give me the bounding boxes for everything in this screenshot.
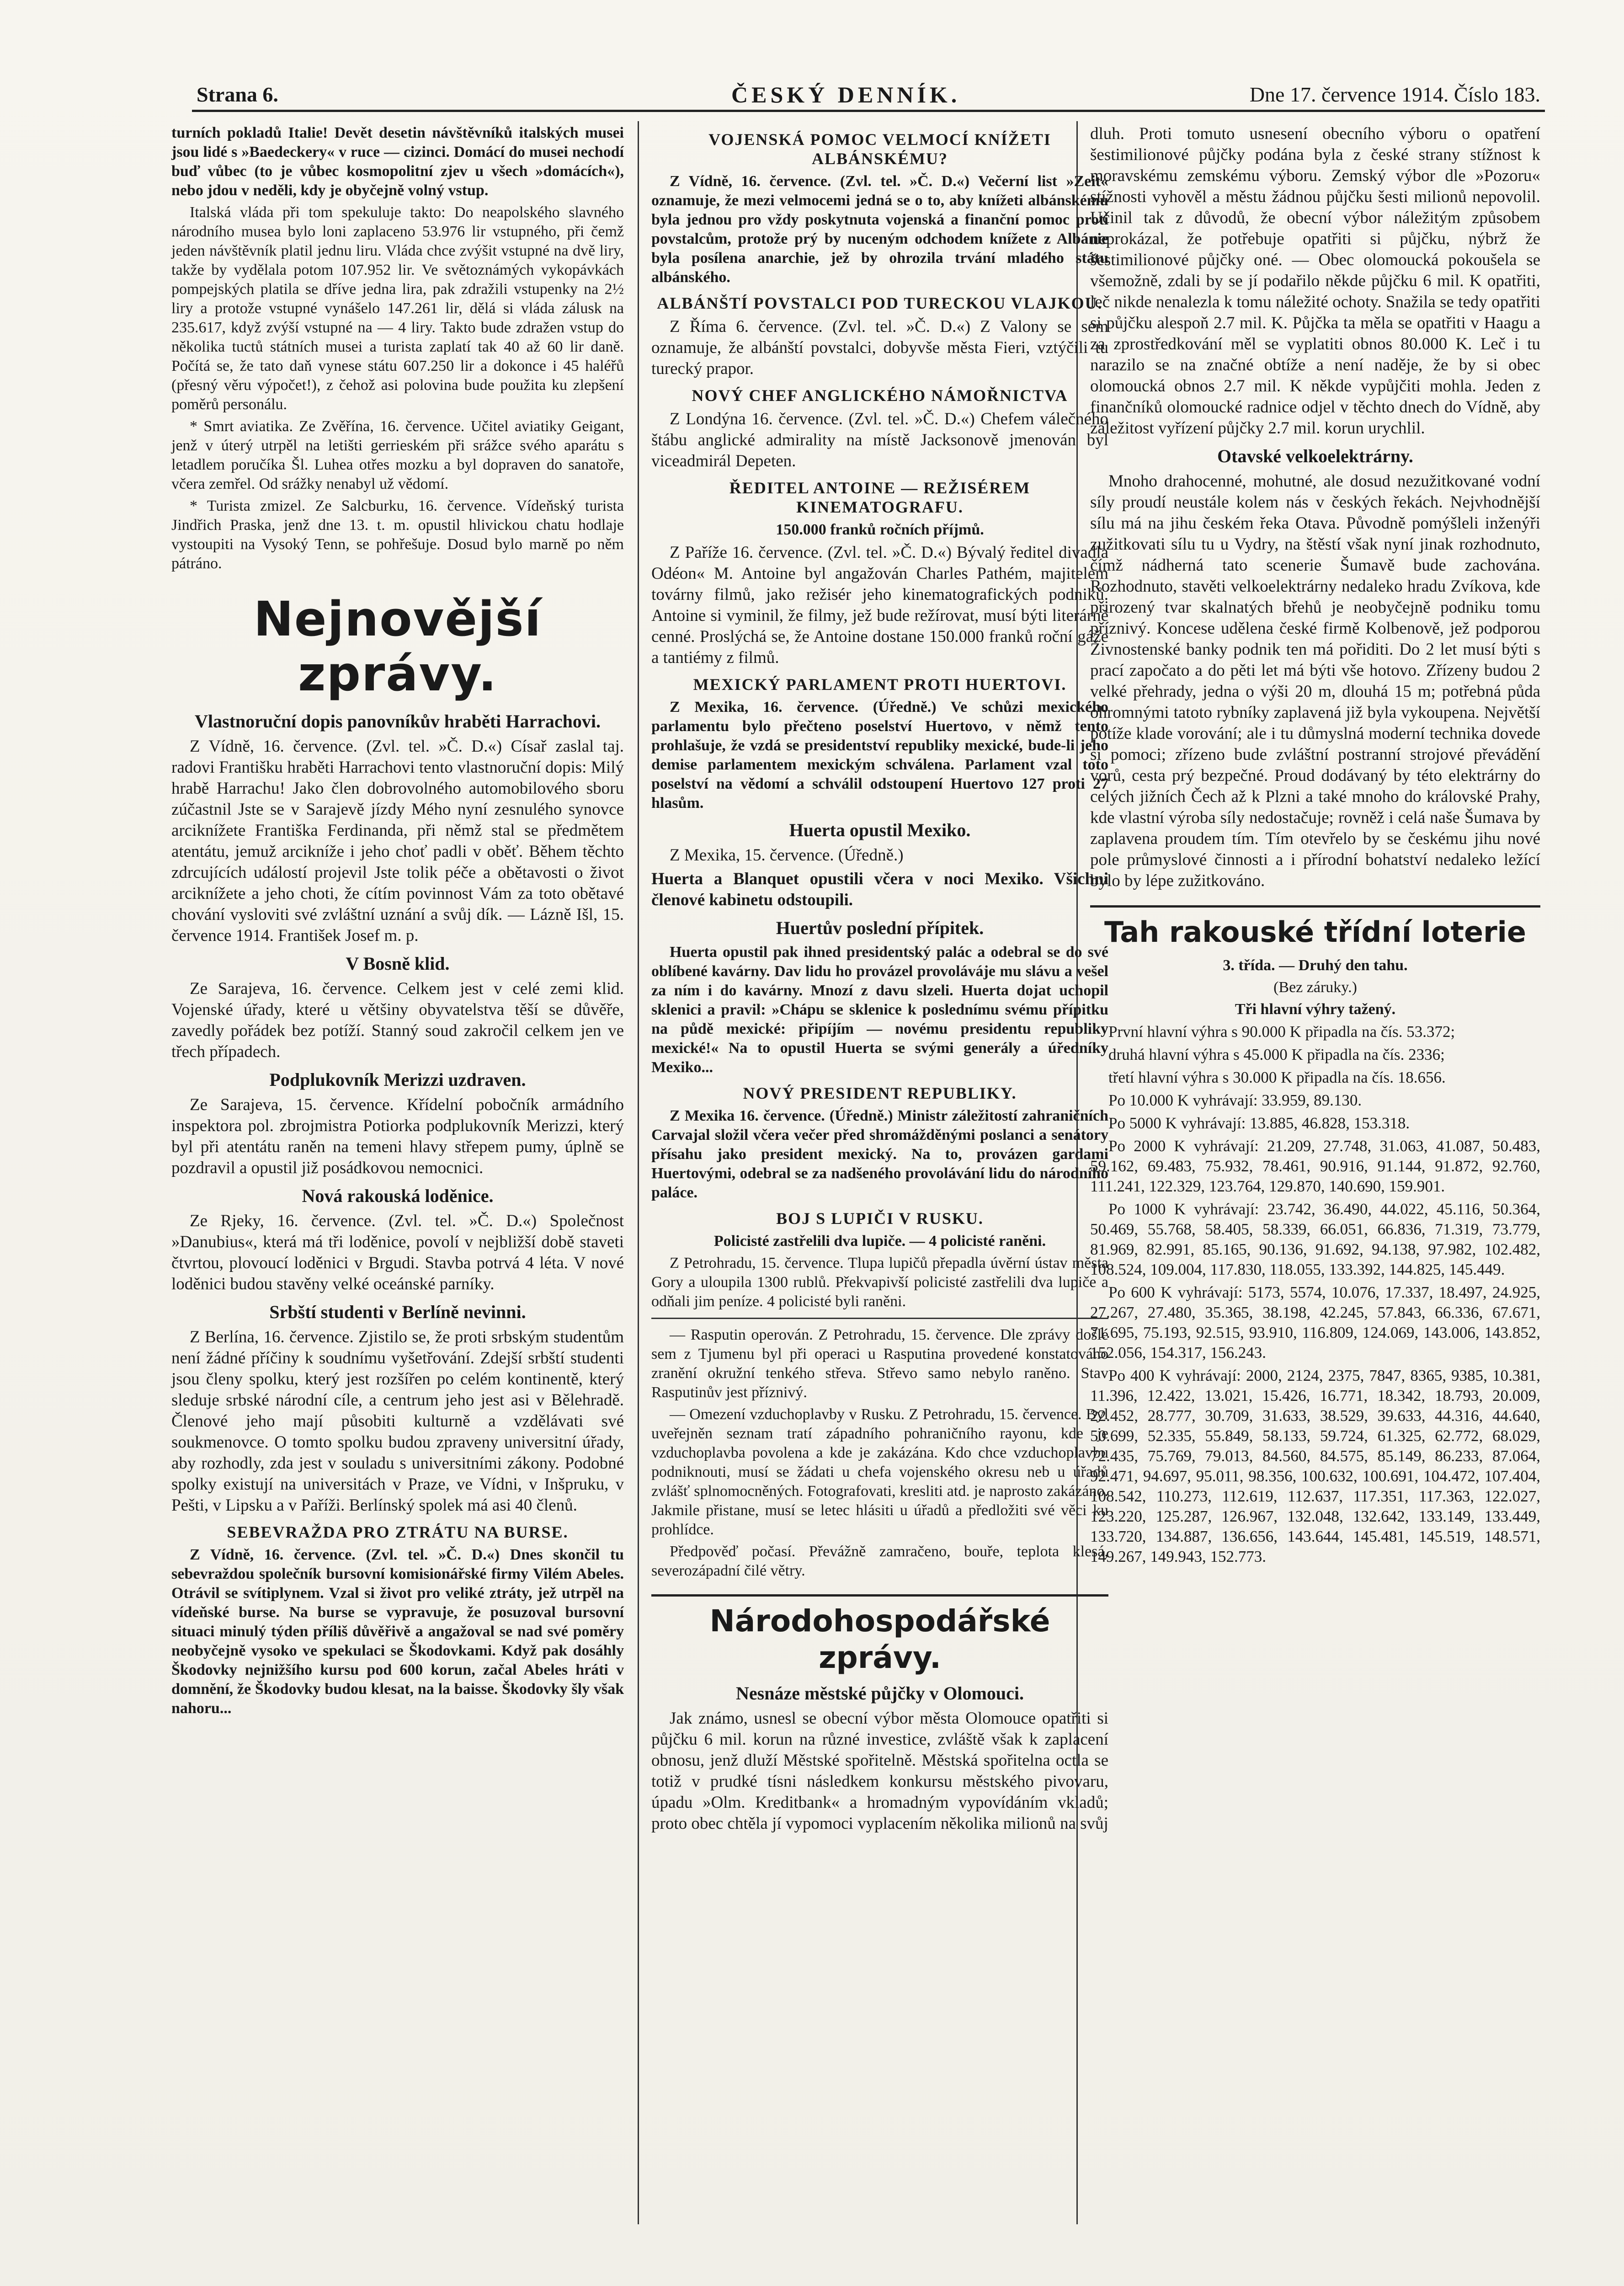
lottery-winners: Po 1000 K vyhrávají: 23.742, 36.490, 44.022, 45.116, 50.364, 50.469, 55.768, 58.405, 58.339, 66.051, 66.836, 71.319, 73.779, 81.969, 82.991, 85.165, 90.136, 91.692, 94.138, 97.982, 102.482, 108.524, 109.004, 117.830, 118.055, 133.392, 144.825, 145.449. — [1090, 1200, 1540, 1278]
article-text: — Rasputin operován. Z Petrohradu, 15. července. Dle zprávy došlé sem z Tjumenu byl při operaci u Rasputina provedené konstatováno zranění okružní tenkého střeva. Střevo samo nebylo raněno. Stav Rasputinův jest příznivý. — [651, 1326, 1108, 1401]
article-subheadline: Policisté zastřelili dva lupiče. — 4 policisté raněni. — [713, 1233, 1046, 1250]
lottery-subheading: (Bez záruky.) — [1273, 979, 1357, 996]
column-3 — [1090, 123, 1540, 1570]
article-headline: SEBEVRAŽDA PRO ZTRÁTU NA BURSE. — [227, 1523, 569, 1541]
article-text: Ze Rjeky, 16. července. (Zvl. tel. »Č. D.«) Společnost »Danubius«, která má tři loděnice, povolí v nejbližší době staveti čtvrtou, plovoucí loděnici v Brgudi. Stavba potrvá 4 léta. V nové loděnici budou stavěny velké oceánské parníky. — [171, 1212, 624, 1293]
page-number: Strana 6. — [197, 83, 278, 106]
article-text: Mnoho drahocenné, mohutné, ale dosud nezužitkované vodní síly proudí neustále kolem nás v českých řekách. Nejvhodnější sílu má na jihu českém řeka Otava. Původně pomýšleli inženýři zužitkovati sílu tu u Vydry, na štěstí však nyní jinak rozhodnuto, čímž nádherná tato scenerie Šumavě bude zachována. Rozhodnuto, stavěti velkoelektrárny nedaleko hradu Zvíkova, kde přirozený tvar skalnatých břehů je neobyčejně podniku tomu příznivý. Koncese udělena české firmě Kolbenově, jež podporou Živnostenské banky podnik ten má pořiditi. Do 2 let musí býti s prací započato a do pěti let má býti vše hotovo. Zřízeny budou 2 velké přehrady, jedna o výši 20 m, dlouhá 15 m; potřebná půda ohromnými tatoto rybníky zaplavená již byla vykoupena. Největší potíže klade vorování; ale i tu důmyslná moderní technika dovede si pomoci; zřízeno bude zvláštní postranní strojové převádění vorů, cesta prý bezpečné. Proud dodávaný by této elektrárny do celých jižních Čech až k Plzni a také mnoho do královské Prahy, kde vlastní výroba síly nedostačuje; rovněž i celá naše Šumava by zaplavena proudem tím. Tím otevřelo by se českému jihu nové pole průmyslové činnosti a i přírodní bohatství nedaleko ležící bylo by lépe zužitkováno. — [1090, 472, 1540, 890]
lottery-prize: druhá hlavní výhra s 45.000 K připadla na čís. 2336; — [1108, 1046, 1445, 1063]
article-headline: ŘEDITEL ANTOINE — REŽISÉREM KINEMATOGRAFU. — [729, 479, 1031, 516]
lottery-winners: Po 600 K vyhrávají: 5173, 5574, 10.076, 17.337, 18.497, 24.925, 27.267, 27.480, 35.365, 38.198, 42.245, 57.843, 66.336, 67.671, 71.695, 75.193, 92.515, 93.910, 116.809, 124.069, 143.006, 143.852, 152.056, 154.317, 156.243. — [1090, 1283, 1540, 1362]
column-2 — [651, 123, 1108, 1837]
section-heading: Nejnovější zprávy. — [253, 591, 542, 702]
article-text: Huerta a Blanquet opustili včera v noci Mexiko. Všichni členové kabinetu odstoupili. — [651, 870, 1108, 909]
article-headline: Otavské velkoelektrárny. — [1217, 446, 1413, 466]
article-text: Z Vídně, 16. července. (Zvl. tel. »Č. D.«) Dnes skončil tu sebevraždou společník bursovní komisionářské firmy Vilém Abeles. Otrávil se svítiplynem. Vzal si život pro veliké ztráty, jež utrpěl na vídeňské burse. Na burse se vypravuje, že posuzoval bursovní situaci minulý týden příliš důvěřivě a angažoval se nad své poměry neobyčejně vysoko ve spekulaci se Škodovkami. Když pak dosáhly Škodovky nejnižšího kursu pod 600 korun, začal Abeles hráti v domnění, že Škodovky budou klesat, na la baisse. Škodovky šly však nahoru... — [171, 1546, 624, 1717]
article-text: Italská vláda při tom spekuluje takto: Do neapolského slavného národního musea bylo loni zaplaceno 53.976 lir vstupného, při čemž jeden návštěvník platil jednu liru. Vláda chce zvýšit vstupné na dvě liry, takže by vydělala potom 107.952 lir. Ve světoznámých vykopávkách pompejských platila se dříve jedna lira, pak zdražili vstupenky na 2½ liry a protože vstupné vynášelo 147.261 lir, dělá si vláda zálusk na 235.617, když zvýší vstupné na — 4 liry. Takto bude zdražen vstup do několika tuctů státních musei a turista zaplatí tak 40 až 60 lir daně. Počítá se, že tato daň vynese státu 607.250 lir a dokonce i 45 haléřů (přesný věru výpočet!), z čehož asi polovina bude použita ku zlepšení poměrů personálu. — [171, 204, 624, 413]
article-headline: Nová rakouská loděnice. — [302, 1186, 494, 1206]
article-text: Z Mexika 16. července. (Úředně.) Ministr záležitostí zahraničních Carvajal složil včera večer před shromážděnými poslanci a senátory přísahu jako president mexický. Na to, provázen gardami Huertovými, odebral se za nadšeného provolávání lidu do národního paláce. — [651, 1107, 1108, 1201]
divider — [651, 1318, 1108, 1319]
article-text: — Omezení vzduchoplavby v Rusku. Z Petrohradu, 15. července. Byl uveřejněn seznam tratí západního pohraničního rayonu, kde je vzduchoplavba povolena a kde je zakázána. Kdo chce vzduchoplavbu podniknouti, musí se žádati u chefa vojenského okresu neb u úřadů zvlášť splnomocněných. Fotografovati, kresliti atd. je naprosto zakázáno. Jakmile přistane, musí se letec hlásiti u úřadů a předložiti své věci ku prohlídce. — [651, 1406, 1108, 1538]
article-text: Huerta opustil pak ihned presidentský palác a odebral se do své oblíbené kavárny. Dav lidu ho provázel provoláváje mu slávu a vešel za ním i do kavárny. Mnozí z davu slzeli. Huerta dojat uchopil sklenici a pravil: »Chápu se sklenice k poslednímu svému přípitku na půdě mexické: připíjím — novému presidentu republiky mexické!« Na to opustil Huerta se svými generály a úředníky Mexiko... — [651, 944, 1108, 1076]
article-text: * Smrt aviatika. Ze Zvěřína, 16. července. Učitel aviatiky Geigant, jenž v úterý utrpěl na letišti gerrieském při srážce svého aparátu s letadlem poručíka Šl. Luhea otřes mozku a byl dopraven do sanatoře, včera zemřel. Od srážky nenabyl už vědomí. — [171, 418, 624, 492]
lottery-subheading: Tři hlavní výhry tažený. — [1235, 1001, 1396, 1018]
lottery-subheading: 3. třída. — Druhý den tahu. — [1223, 957, 1408, 974]
article-headline: Huertův poslední přípitek. — [776, 918, 984, 938]
article-text: dluh. Proti tomuto usnesení obecního výboru o opatření šestimilionové půjčky podána byla z české strany stížnost k moravskému zemskému výboru. Zemský výbor dle »Pozoru« stížnosti vyhověl a městu žádnou půjčku šesti milionů nepovolil. Učinil tak z důvodů, že obecní výbor náležitým způsobem neprokázal, že potřebuje opatřiti si půjčku, nýbrž že šestimilionové půjčky oné. — Obec olomoucká pokoušela se všemožně, zdali by se jí podařilo někde půjčku 6 mil. K opatřiti, leč nikde nenalezla k tomu náležité ochoty. Snažila se tedy opatřiti si půjčku alespoň 2.7 mil. K. Půjčka ta měla se opatřiti v Haagu a za zprostředkování měl se vyplatiti obnos 80.000 K. Leč i tu narazilo se na značné obtíže a není naděje, že by si obec olomoucká obnos 2.7 mil. K někde vypůjčiti mohla. Jeden z finančníků olomoucké radnice odjel v těchto dnech do Vídně, aby záležitost vyřízení půjčky 2.7 mil. korun urychlil. — [1090, 124, 1540, 438]
lottery-winners: Po 5000 K vyhrávají: 13.885, 46.828, 153.318. — [1108, 1114, 1410, 1132]
article-headline: NOVÝ CHEF ANGLICKÉHO NÁMOŘNICTVA — [692, 386, 1068, 405]
date-issue: Dne 17. července 1914. Číslo 183. — [1249, 83, 1540, 106]
article-text: Z Paříže 16. července. (Zvl. tel. »Č. D.«) Bývalý ředitel divadla Odéon« M. Antoine byl angažován Charles Pathém, majitelem továrny filmů, jako režisér jeho kinematografických podniků. Antoine si vyminil, že filmy, jež bude režírovat, musí býti literárně cenné. Proslýchá se, že Antoine dostane 150.000 franků roční gáže a tantiémy z filmů. — [651, 543, 1108, 667]
article-headline: Huerta opustil Mexiko. — [789, 820, 971, 840]
column-rule — [638, 121, 639, 2224]
article-text: Z Mexika, 16. července. (Úředně.) Ve schůzi mexického parlamentu bylo přečteno poselství Huertovo, v němž tento prohlašuje, že vzdá se presidentství republiky mexické, bude-li jeho demise parlamentem mexickým schválena. Parlament vzal toto poselství na vědomí a schválil odstoupení Huertovo 127 proti 27 hlasům. — [651, 699, 1108, 812]
article-text: Jak známo, usnesl se obecní výbor města Olomouce opatřiti si půjčku 6 mil. korun na různé investice, zvláště však k zaplacení obnosu, jenž dluží Městské spořitelně. Městská spořitelna octla se totiž v prudké tísni následkem konkursu městského pivovaru, úpadu »Olm. Kreditbank« a hromadným vypovídáním vkladů; proto obec chtěla jí vypomoci vyplacením několika milionů na svůj — [651, 1709, 1108, 1833]
article-text: Z Říma 6. července. (Zvl. tel. »Č. D.«) Z Valony se sem oznamuje, že albánští povstalci, dobyvše města Fieri, vztýčili tu turecký prapor. — [651, 317, 1108, 378]
article-text: Ze Sarajeva, 15. července. Křídelní pobočník armádního inspektora pol. zbrojmistra Potiorka podplukovník Merizzi, který byl při atentátu raněn na temeni hlavy střepem pumy, úplně se pozdravil a opustil již posádkovou nemocnici. — [171, 1095, 624, 1177]
newspaper-title: ČESKÝ DENNÍK. — [731, 82, 961, 107]
article-text: Z Vídně, 16. července. (Zvl. tel. »Č. D.«) Večerní list »Zeit« oznamuje, že mezi velmocemi jedná se o to, aby knížeti albánskému byla jednou pro vždy poskytnuta vojenská a finanční pomoc proti povstalcům, protože prý by nuceným odchodem knížete z Albánie byla posílena anarchie, jež by ohrozila trvání mladého státu albánského. — [651, 173, 1108, 286]
lottery-winners: Po 2000 K vyhrávají: 21.209, 27.748, 31.063, 41.087, 50.483, 59.162, 69.483, 75.932, 78.461, 90.916, 91.144, 91.872, 92.760, 111.241, 122.329, 123.764, 129.870, 140.690, 159.901. — [1090, 1137, 1540, 1195]
article-text: Z Londýna 16. července. (Zvl. tel. »Č. D.«) Chefem válečného štábu anglické admirality na místě Jacksonově jmenován byl viceadmirál Depeten. — [651, 410, 1108, 470]
article-headline: BOJ S LUPIČI V RUSKU. — [776, 1209, 984, 1228]
article-text: Z Vídně, 16. července. (Zvl. tel. »Č. D.«) Císař zaslal taj. radovi Františku hraběti Harrachovi tento vlastnoruční dopis: Milý hrabě Harrachu! Jako člen dobrovolného automobilového sboru zúčastnil Jste se v Sarajevě jízdy Mého nyní zesnulého synovce arciknížete Františka Ferdinanda, při němž stal se předmětem atentátu, jemuž arcikníže i jeho choť padli v oběť. Během těchto zdrcujících událostí projevil Jste tolik péče a obětavosti o život arciknížete a jeho choti, že cítím povinnost Vám za toto obětavé chování vysloviti své zvláštní uznání a svůj dík. — Lázně Išl, 15. července 1914. František Josef m. p. — [171, 737, 624, 945]
article-headline: Srbští studenti v Berlíně nevinni. — [269, 1302, 526, 1322]
section-heading: Tah rakouské třídní loterie — [1090, 905, 1540, 951]
article-headline: V Bosně klid. — [346, 953, 450, 974]
article-headline: NOVÝ PRESIDENT REPUBLIKY. — [743, 1084, 1017, 1102]
masthead — [192, 78, 1545, 112]
lottery-winners: Po 10.000 K vyhrávají: 33.959, 89.130. — [1108, 1091, 1362, 1109]
article-headline: VOJENSKÁ POMOC VELMOCÍ KNÍŽETI ALBÁNSKÉMU? — [708, 130, 1051, 168]
article-text: turních pokladů Italie! Devět desetin návštěvníků italských musei jsou lidé s »Baedeckery« v ruce — cizinci. Domácí do musei nechodí buď vůbec (to je vůbec kosmopolitní zjev u všech »domácích«), nebo jdou v neděli, kdy je obyčejně volný vstup. — [171, 124, 624, 199]
article-text: Z Mexika, 15. července. (Úředně.) — [670, 846, 904, 865]
lottery-winners: Po 400 K vyhrávají: 2000, 2124, 2375, 7847, 8365, 9385, 10.381, 11.396, 12.422, 13.021, 15.426, 16.771, 18.342, 18.793, 20.009, 22.452, 28.777, 30.709, 31.633, 38.529, 39.633, 44.316, 44.640, 50.699, 52.335, 55.849, 58.133, 59.724, 61.325, 62.772, 68.029, 72.435, 75.769, 79.013, 84.560, 84.575, 85.149, 86.233, 87.064, 92.471, 94.697, 95.011, 98.356, 100.632, 100.691, 104.472, 107.404, 108.542, 110.273, 112.619, 112.637, 117.351, 117.363, 122.027, 123.220, 125.287, 126.967, 132.048, 132.642, 133.149, 133.449, 133.720, 134.887, 136.656, 143.644, 145.481, 145.519, 148.571, 149.267, 149.943, 152.773. — [1090, 1367, 1540, 1565]
article-text: Ze Sarajeva, 16. července. Celkem jest v celé zemi klid. Vojenské úřady, které u většiny obyvatelstva těší se důvěře, zavedly pořádek bez potíží. Stanný soud zakročil celkem jen ve třech případech. — [171, 979, 624, 1061]
lottery-prize: třetí hlavní výhra s 30.000 K připadla na čís. 18.656. — [1108, 1068, 1446, 1086]
article-headline: Vlastnoruční dopis panovníkův hraběti Harrachovi. — [195, 711, 601, 732]
article-headline: Podplukovník Merizzi uzdraven. — [269, 1069, 526, 1090]
article-text: * Turista zmizel. Ze Salcburku, 16. července. Vídeňský turista Jindřich Praska, jenž dne 13. t. m. opustil hlivickou chatu hodlaje vystoupiti na Vysoký Tenn, se pohřešuje. Dosud bylo marně po něm pátráno. — [171, 497, 624, 572]
column-1 — [171, 123, 624, 1721]
lottery-prize: První hlavní výhra s 90.000 K připadla na čís. 53.372; — [1108, 1023, 1455, 1041]
section-heading: Národohospodářské zprávy. — [651, 1594, 1108, 1676]
article-text: Z Berlína, 16. července. Zjistilo se, že proti srbským studentům není žádné příčiny k soudnímu vyšetřování. Zdejší srbští studenti jsou členy spolku, který jest rozšířen po celém kontinentě, který sleduje srbské národní cíle, a centrum jeho jest asi v Bělehradě. Členové jeho mají působiti kulturně a vzdělávati své soukmenovce. O tomto spolku budou zpraveny universitní úřady, aby rozhodly, zda jest v souladu s universitními zákony. Podobné spolky existují na universitách v Praze, ve Vídni, v Inšpruku, v Pešti, v Lipsku a v Paříži. Berlínský spolek má asi 40 členů. — [171, 1328, 624, 1515]
article-headline: MEXICKÝ PARLAMENT PROTI HUERTOVI. — [693, 675, 1067, 694]
article-headline: ALBÁNŠTÍ POVSTALCI POD TURECKOU VLAJKOU. — [657, 294, 1103, 312]
article-text: Předpověď počasí. Převážně zamračeno, bouře, teplota klesá, severozápadní čilé větry. — [651, 1543, 1108, 1579]
article-text: Z Petrohradu, 15. července. Tlupa lupičů přepadla úvěrní ústav města Gory a uloupila 1300 rublů. Překvapivší policisté zastřelili dva lupiče a odňali jim peníze. 4 policisté byli raněni. — [651, 1255, 1108, 1310]
article-headline: Nesnáze městské půjčky v Olomouci. — [736, 1683, 1024, 1704]
article-subheadline: 150.000 franků ročních příjmů. — [776, 521, 984, 538]
